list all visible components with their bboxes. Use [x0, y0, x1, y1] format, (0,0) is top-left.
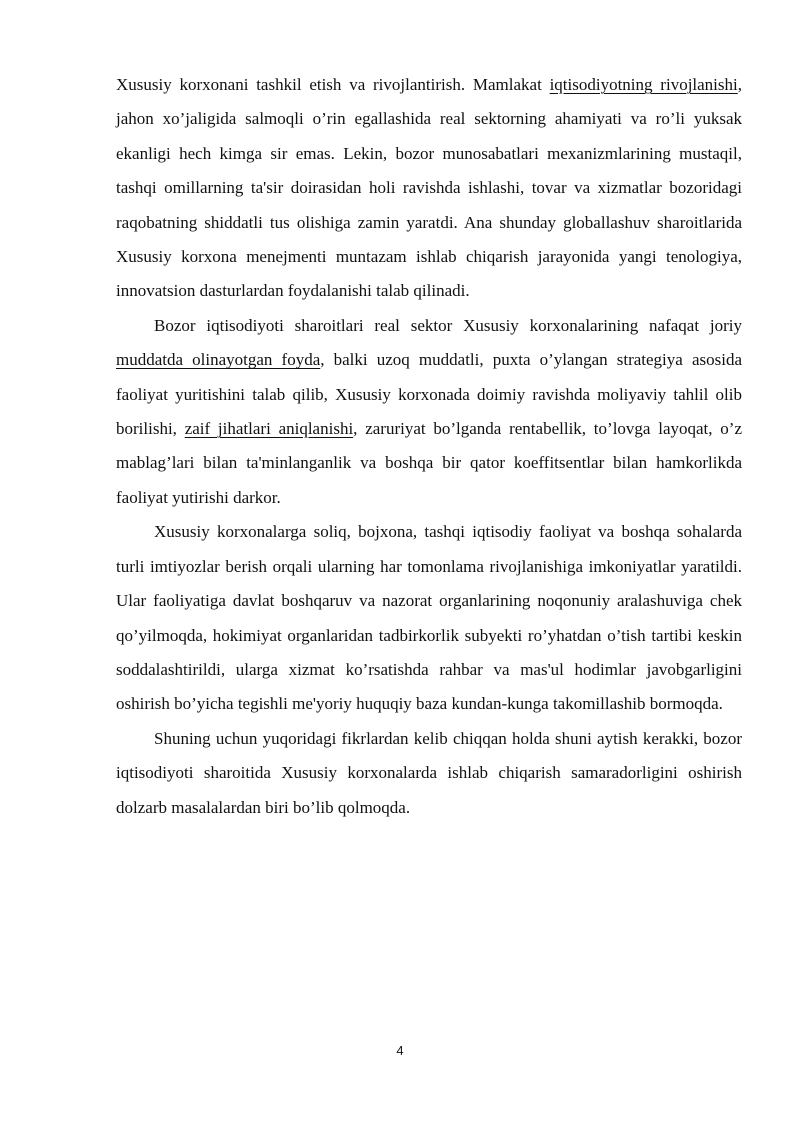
- paragraph-text: Xususiy korxonani tashkil etish va rivojlantirish. Mamlakat: [116, 75, 550, 94]
- link-zaif-jihatlari-aniqlanishi[interactable]: zaif jihatlari aniqlanishi: [184, 419, 354, 439]
- page-number: 4: [396, 1043, 404, 1058]
- paragraph-text: , zaruriyat bo’lganda rentabellik, to’lovga layoqat, o’z mablag’lari bilan ta'minlanganlik va boshqa bir qator koeffitsentlar bilan hamkorlikda faoliyat yutirishi darkor.: [116, 419, 742, 507]
- paragraph-text: Xususiy korxonalarga soliq, bojxona, tashqi iqtisodiy faoliyat va boshqa sohalarda turli imtiyozlar berish orqali ularning har tomonlama rivojlanishiga imkoniyatlar yaratildi. Ular faoliyatiga davlat boshqaruv va nazorat organlarining noqonuniy aralashuviga chek qo’yilmoqda, hokimiyat organlaridan tadbirkorlik subyekti ro’yhatdan o’tish tartibi keskin soddalashtirildi, ularga xizmat ko’rsatishda rahbar va mas'ul hodimlar javobgarligini oshirish bo’yicha tegishli me'yoriy huquqiy baza kundan-kunga takomillashib bormoqda.: [116, 522, 742, 714]
- paragraph-2: [116, 309, 742, 515]
- paragraph-4: [116, 722, 742, 825]
- paragraph-1: [116, 68, 742, 309]
- document-body: [116, 68, 742, 825]
- paragraph-text: Bozor iqtisodiyoti sharoitlari real sektor Xususiy korxonalarining nafaqat joriy: [154, 315, 742, 335]
- link-iqtisodiyotning-rivojlanishi[interactable]: iqtisodiyotning rivojlanishi: [549, 75, 738, 94]
- paragraph-text: Shuning uchun yuqoridagi fikrlardan kelib chiqqan holda shuni aytish kerakki, bozor iqtisodiyoti sharoitida Xususiy korxonalarda ishlab chiqarish samaradorligini oshirish dolzarb masalalardan biri bo’lib qolmoqda.: [116, 728, 742, 817]
- paragraph-text: , balki uzoq muddatli, puxta o’ylangan strategiya asosida faoliyat yuritishini talab qilib, Xususiy korxonada doimiy ravishda moliyaviy tahlil olib borilishi,: [116, 350, 742, 439]
- paragraph-3: [116, 515, 742, 721]
- link-muddatda-olinayotgan-foyda[interactable]: muddatda olinayotgan foyda: [116, 350, 321, 370]
- paragraph-text: , jahon xo’jaligida salmoqli o’rin egallashida real sektorning ahamiyati va ro’li yuksak ekanligi hech kimga sir emas. Lekin, bozor munosabatlari mexanizmlarining mustaqil, tashqi omillarning ta'sir doirasidan holi ravishda ishlashi, tovar va xizmatlar bozoridagi raqobatning shiddatli tus olishiga zamin yaratdi. Ana shunday globallashuv sharoitlarida Xususiy korxona menejmenti muntazam ishlab chiqarish jarayonida yangi tenologiya, innovatsion dasturlardan foydalanishi talab qilinadi.: [116, 75, 742, 301]
